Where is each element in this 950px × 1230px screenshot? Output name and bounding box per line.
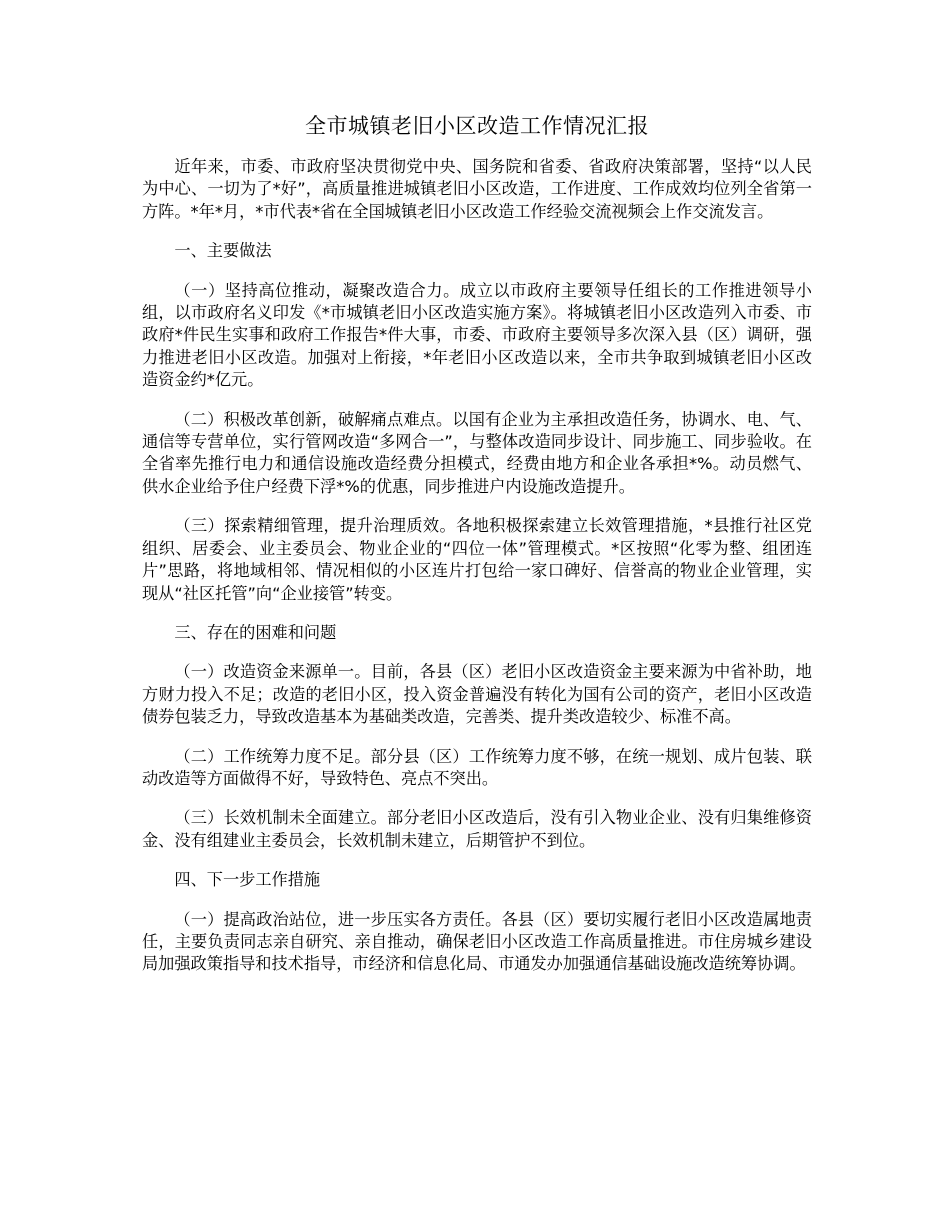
section-heading-problems: 三、存在的困难和问题 — [174, 622, 337, 642]
practice-paragraph-1: （一）坚持高位推动，凝聚改造合力。成立以市政府主要领导任组长的工作推进领导小组，以市政府名义印发《*市城镇老旧小区改造实施方案》。将城镇老旧小区改造列入市委、市政府*件民生实事和政府工作报告*件大事，市委、市政府主要领导多次深入县（区）调研，强力推进老旧小区改造。加强对上衔接，*年老旧小区改造以来，全市共争取到城镇老旧小区改造资金约*亿元。 — [142, 280, 812, 390]
document-title: 全市城镇老旧小区改造工作情况汇报 — [305, 114, 649, 138]
practice-paragraph-3: （三）探索精细管理，提升治理质效。各地积极探索建立长效管理措施，*县推行社区党组织、居委会、业主委员会、物业企业的“四位一体”管理模式。*区按照“化零为整、组团连片”思路，将地域相邻、情况相似的小区连片打包给一家口碑好、信誉高的物业企业管理，实现从“社区托管”向“企业接管”转变。 — [142, 516, 812, 603]
section-heading-main-practices: 一、主要做法 — [174, 241, 272, 261]
practice-paragraph-2: （二）积极改革创新，破解痛点难点。以国有企业为主承担改造任务，协调水、电、气、通信等专营单位，实行管网改造“多网合一”，与整体改造同步设计、同步施工、同步验收。在全省率先推行电力和通信设施改造经费分担模式，经费由地方和企业各承担*%。动员燃气、供水企业给予住户经费下浮*%的优惠，同步推进户内设施改造提升。 — [142, 409, 812, 496]
intro-paragraph: 近年来，市委、市政府坚决贯彻党中央、国务院和省委、省政府决策部署，坚持“以人民为中心、一切为了*好”，高质量推进城镇老旧小区改造，工作进度、工作成效均位列全省第一方阵。*年*月，*市代表*省在全国城镇老旧小区改造工作经验交流视频会上作交流发言。 — [142, 157, 812, 221]
problem-paragraph-2: （二）工作统筹力度不足。部分县（区）工作统筹力度不够，在统一规划、成片包装、联动改造等方面做得不好，导致特色、亮点不突出。 — [142, 746, 812, 788]
section-heading-next-steps: 四、下一步工作措施 — [174, 870, 321, 890]
problem-paragraph-3: （三）长效机制未全面建立。部分老旧小区改造后，没有引入物业企业、没有归集维修资金、没有组建业主委员会，长效机制未建立，后期管护不到位。 — [142, 808, 812, 850]
problem-paragraph-1: （一）改造资金来源单一。目前，各县（区）老旧小区改造资金主要来源为中省补助，地方财力投入不足；改造的老旧小区，投入资金普遍没有转化为国有公司的资产，老旧小区改造债券包装乏力，导致改造基本为基础类改造，完善类、提升类改造较少、标准不高。 — [142, 662, 812, 727]
next-step-paragraph-1: （一）提高政治站位，进一步压实各方责任。各县（区）要切实履行老旧小区改造属地责任，主要负责同志亲自研究、亲自推动，确保老旧小区改造工作高质量推进。市住房城乡建设局加强政策指导和技术指导，市经济和信息化局、市通发办加强通信基础设施改造统筹协调。 — [142, 909, 812, 974]
